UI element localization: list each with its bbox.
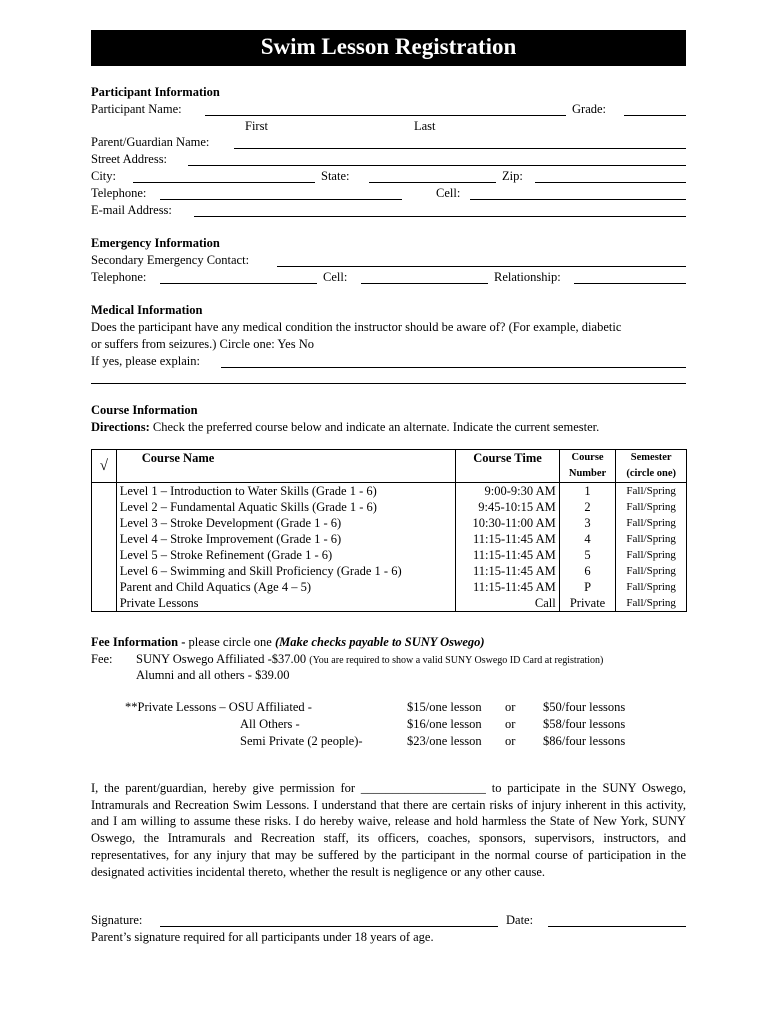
course-time: Call [456, 595, 559, 612]
course-number: 3 [559, 515, 616, 531]
course-table [91, 449, 687, 612]
private-fee-label: **Private Lessons – OSU Affiliated - [125, 700, 312, 714]
private-fee-one-lesson: $23/one lesson [407, 734, 482, 748]
private-fee-four-lessons: $86/four lessons [543, 734, 626, 748]
emergency-heading: Emergency Information [91, 236, 220, 250]
state-field[interactable] [369, 182, 496, 183]
course-number-header-line2: Number [568, 468, 607, 479]
email-label: E-mail Address: [91, 203, 172, 217]
first-label: First [245, 119, 268, 133]
course-semester[interactable]: Fall/Spring [616, 515, 687, 531]
emergency-contact-label: Secondary Emergency Contact: [91, 253, 250, 267]
last-label: Last [414, 119, 436, 133]
state-label: State: [321, 169, 350, 183]
course-row [92, 515, 687, 531]
course-row [92, 595, 687, 612]
course-name-header: Course Name [116, 450, 456, 483]
course-check-cell[interactable] [92, 563, 117, 579]
semester-header-line2: (circle one) [626, 468, 677, 479]
checks-payable-note: (Make checks payable to SUNY Oswego) [274, 635, 485, 649]
course-number: 6 [559, 563, 616, 579]
course-time: 10:30-11:00 AM [456, 515, 559, 531]
course-name: Level 5 – Stroke Refinement (Grade 1 - 6) [116, 547, 456, 563]
course-semester[interactable]: Fall/Spring [616, 531, 687, 547]
private-fee-four-lessons: $50/four lessons [543, 700, 626, 714]
course-semester[interactable]: Fall/Spring [616, 483, 687, 500]
course-name: Level 6 – Swimming and Skill Proficiency (Grade 1 - 6) [116, 563, 456, 579]
city-label: City: [91, 169, 117, 183]
course-number: Private [559, 595, 616, 612]
medical-explain-label: If yes, please explain: [91, 354, 200, 368]
course-name: Level 2 – Fundamental Aquatic Skills (Grade 1 - 6) [116, 499, 456, 515]
private-fee-four-lessons: $58/four lessons [543, 717, 626, 731]
fee-affiliated-note: (You are required to show a valid SUNY Oswego ID Card at registration) [309, 655, 604, 666]
guardian-name-label: Parent/Guardian Name: [91, 135, 210, 149]
fee-heading-line [91, 634, 485, 650]
participant-heading: Participant Information [91, 85, 220, 99]
course-check-cell[interactable] [92, 499, 117, 515]
course-time: 11:15-11:45 AM [456, 547, 559, 563]
medical-question-line2: or suffers from seizures.) Circle one: Yes No [91, 337, 314, 351]
relationship-field[interactable] [574, 283, 686, 284]
course-check-cell[interactable] [92, 579, 117, 595]
grade-label: Grade: [572, 102, 607, 116]
cell-field[interactable] [470, 199, 686, 200]
course-time: 11:15-11:45 AM [456, 579, 559, 595]
course-heading: Course Information [91, 403, 198, 417]
date-field[interactable] [548, 926, 686, 927]
course-row [92, 579, 687, 595]
course-number: 2 [559, 499, 616, 515]
private-fee-or: or [505, 700, 516, 714]
participant-name-label: Participant Name: [91, 102, 182, 116]
course-number: 1 [559, 483, 616, 500]
course-time: 11:15-11:45 AM [456, 563, 559, 579]
semester-header [616, 450, 687, 483]
private-fee-label: Semi Private (2 people)- [240, 734, 363, 748]
check-header: √ [92, 450, 117, 483]
course-check-cell[interactable] [92, 515, 117, 531]
directions-text: Check the preferred course below and indicate an alternate. Indicate the current semester. [149, 420, 600, 434]
private-fee-or: or [505, 717, 516, 731]
course-row [92, 547, 687, 563]
course-name: Private Lessons [116, 595, 456, 612]
course-semester[interactable]: Fall/Spring [616, 547, 687, 563]
private-fee-label: All Others - [240, 717, 300, 731]
medical-explain-field[interactable] [221, 367, 686, 368]
emergency-telephone-field[interactable] [160, 283, 317, 284]
course-number: 5 [559, 547, 616, 563]
date-label: Date: [506, 913, 534, 927]
private-fee-or: or [505, 734, 516, 748]
course-check-cell[interactable] [92, 531, 117, 547]
street-address-field[interactable] [188, 165, 686, 166]
course-semester[interactable]: Fall/Spring [616, 499, 687, 515]
telephone-field[interactable] [160, 199, 402, 200]
course-number-header [559, 450, 616, 483]
course-check-cell[interactable] [92, 483, 117, 500]
zip-field[interactable] [535, 182, 686, 183]
fee-heading: Fee Information - [91, 635, 186, 649]
guardian-name-field[interactable] [234, 148, 686, 149]
course-check-cell[interactable] [92, 547, 117, 563]
zip-label: Zip: [502, 169, 523, 183]
course-number: 4 [559, 531, 616, 547]
course-number-header-line1: Course [571, 452, 604, 463]
emergency-telephone-label: Telephone: [91, 270, 147, 284]
course-row [92, 531, 687, 547]
course-name: Level 4 – Stroke Improvement (Grade 1 - 6) [116, 531, 456, 547]
fee-label: Fee: [91, 652, 113, 666]
course-time: 11:15-11:45 AM [456, 531, 559, 547]
cell-label: Cell: [436, 186, 461, 200]
signature-field[interactable] [160, 926, 498, 927]
course-directions [91, 419, 599, 435]
private-fee-one-lesson: $15/one lesson [407, 700, 482, 714]
email-field[interactable] [194, 216, 686, 217]
course-semester[interactable]: Fall/Spring [616, 563, 687, 579]
fee-affiliated-text: SUNY Oswego Affiliated -$37.00 [136, 652, 310, 666]
private-fee-one-lesson: $16/one lesson [407, 717, 482, 731]
course-semester[interactable]: Fall/Spring [616, 579, 687, 595]
street-address-label: Street Address: [91, 152, 168, 166]
fee-others: Alumni and all others - $39.00 [136, 668, 290, 682]
emergency-cell-field[interactable] [361, 283, 488, 284]
course-row [92, 483, 687, 500]
semester-header-line1: Semester [630, 452, 672, 463]
medical-question-line1: Does the participant have any medical condition the instructor should be aware of? (For example, diabetic [91, 320, 622, 334]
emergency-cell-label: Cell: [323, 270, 348, 284]
signature-note: Parent’s signature required for all participants under 18 years of age. [91, 930, 434, 944]
grade-field[interactable] [624, 115, 686, 116]
page-title: Swim Lesson Registration [260, 34, 517, 59]
permission-paragraph: I, the parent/guardian, hereby give permission for ____________________ to participate in the SUNY Oswego, Intramurals and Recreation Swim Lessons. I understand that there are certain risks of injury inherent in this activity, and I am willing to assume these risks. I do hereby waive, release and hold harmless the State of New York, SUNY Oswego, the Intramurals and Recreation staff, its officers, coaches, sponsors, supervisors, instructors, and representatives, for any injury that may be suffered by the participant in the normal course of participation in the designated activities incidental thereto, whether the result is negligence or any other cause. [91, 781, 686, 879]
emergency-contact-field[interactable] [277, 266, 686, 267]
signature-label: Signature: [91, 913, 143, 927]
course-check-cell[interactable] [92, 595, 117, 612]
participant-name-field[interactable] [205, 115, 566, 116]
course-time-header: Course Time [456, 450, 559, 483]
telephone-label: Telephone: [91, 186, 147, 200]
course-time: 9:00-9:30 AM [456, 483, 559, 500]
directions-label: Directions: [91, 420, 150, 434]
course-row [92, 563, 687, 579]
fee-heading-note: please circle one [185, 635, 275, 649]
relationship-label: Relationship: [494, 270, 561, 284]
course-name: Level 1 – Introduction to Water Skills (Grade 1 - 6) [116, 483, 456, 500]
course-number: P [559, 579, 616, 595]
course-name: Level 3 – Stroke Development (Grade 1 - 6) [116, 515, 456, 531]
course-semester[interactable]: Fall/Spring [616, 595, 687, 612]
title-bar [91, 30, 686, 66]
medical-explain-field-2[interactable] [91, 383, 686, 384]
course-time: 9:45-10:15 AM [456, 499, 559, 515]
city-field[interactable] [133, 182, 315, 183]
course-name: Parent and Child Aquatics (Age 4 – 5) [116, 579, 456, 595]
course-row [92, 499, 687, 515]
medical-heading: Medical Information [91, 303, 203, 317]
